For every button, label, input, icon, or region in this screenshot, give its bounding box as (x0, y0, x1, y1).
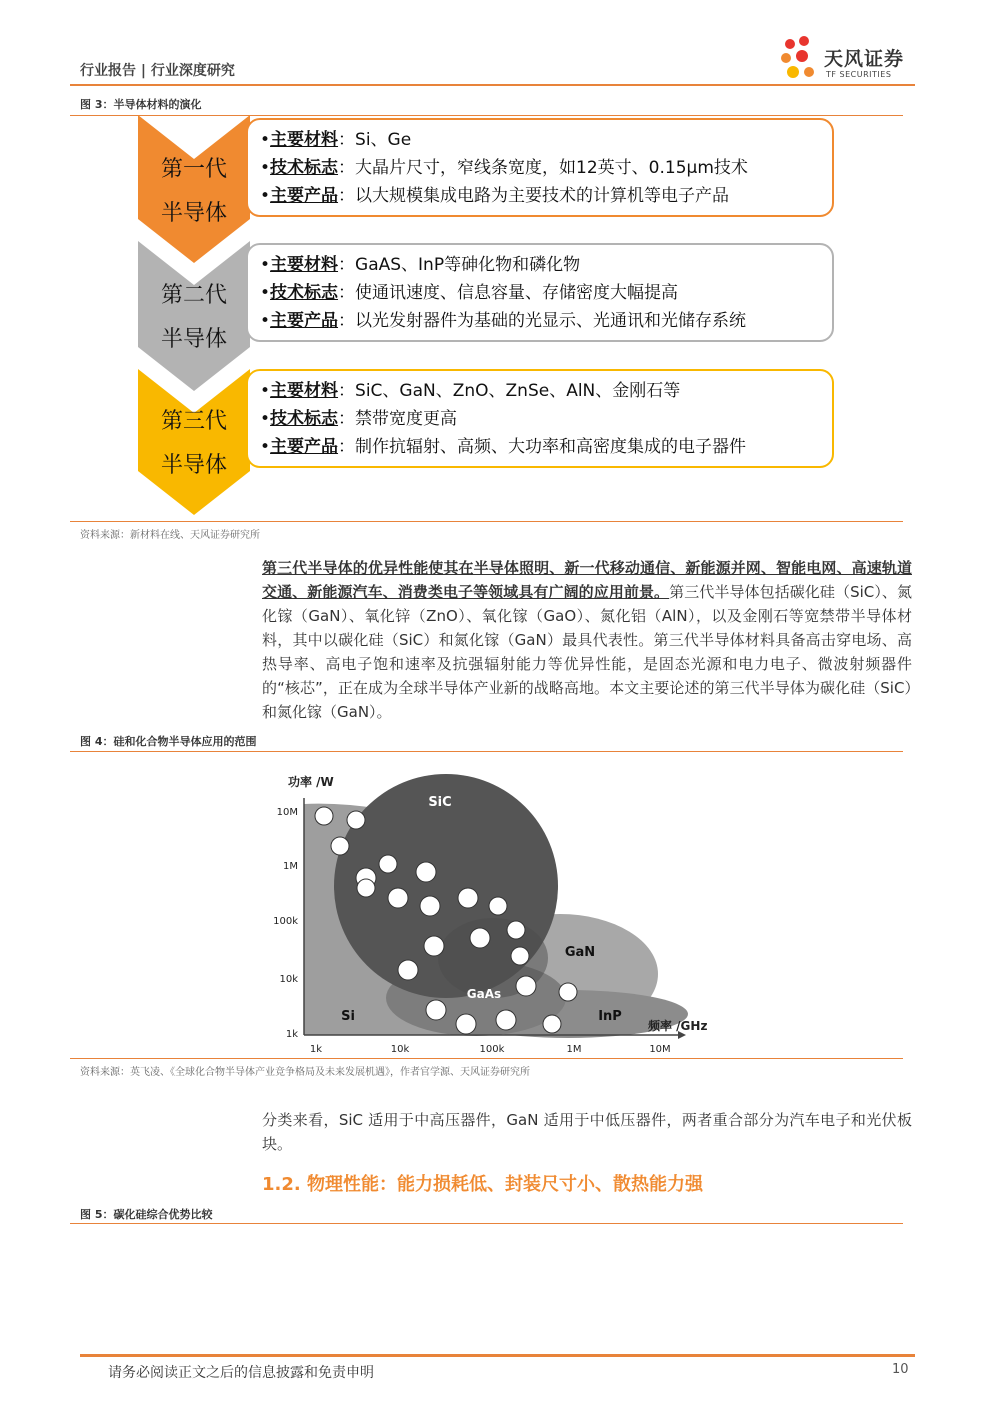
footer-disclaimer: 请务必阅读正文之后的信息披露和免责申明 (108, 1365, 374, 1381)
gen3-name: 第三代 半导体 (160, 409, 227, 478)
gen2-row: •主要材料：GaAS、InP等砷化物和磷化物 (260, 255, 581, 275)
gen3-box (246, 369, 834, 468)
paragraph-classification: 分类来看，SiC 适用于中高压器件，GaN 适用于中低压器件，两者重合部分为汽车电子和光伏板块。 (262, 1111, 912, 1153)
gen2-name: 第二代 半导体 (160, 283, 227, 352)
y-tick: 1M (283, 861, 298, 872)
figure4-rule (70, 751, 903, 752)
gen1-row: •主要材料：Si、Ge (260, 130, 412, 150)
gen1-row: •技术标志：大晶片尺寸，窄线条宽度，如12英寸、0.15μm技术 (260, 158, 748, 178)
figure4-title: 图 4：硅和化合物半导体应用的范围 (80, 735, 257, 748)
y-tick: 1k (285, 1029, 298, 1040)
paragraph-applications (262, 556, 912, 724)
gen2-box (246, 243, 834, 342)
figure4-bottom-rule (70, 1058, 903, 1059)
gen2-row: •技术标志：使通讯速度、信息容量、存储密度大幅提高 (260, 283, 679, 303)
report-type: 行业报告 | 行业深度研究 (80, 63, 235, 79)
y-tick: 100k (273, 916, 298, 927)
semiconductor-range-chart (268, 768, 728, 1058)
x-tick: 10M (649, 1044, 671, 1055)
gen1-name: 第一代 半导体 (160, 157, 227, 226)
brand-sub: TF SECURITIES (826, 70, 892, 79)
gen2-row: •主要产品：以光发射器件为基础的光显示、光通讯和光储存系统 (260, 311, 747, 331)
brand-name: 天风证券 (824, 48, 905, 70)
x-axis-label: 频率 /GHz (648, 1019, 708, 1033)
header-rule (70, 84, 915, 86)
figure3-bottom-rule (70, 521, 903, 522)
label-si: Si (341, 1009, 355, 1024)
paragraph-lead: 第三代半导体的优异性能使其在半导体照明、新一代移动通信、新能源并网、智能电网、高速轨道交通、新能源汽车、消费类电子等领域具有广阔的应用前景。 (262, 559, 912, 601)
gen1-box (246, 118, 834, 217)
figure4-source: 资料来源：英飞凌、《全球化合物半导体产业竞争格局及未来发展机遇》，作者官学源、天风证券研究所 (80, 1067, 530, 1078)
x-tick: 1M (566, 1044, 582, 1055)
gen3-row: •技术标志：禁带宽度更高 (260, 409, 458, 429)
y-tick: 10M (276, 807, 298, 818)
y-tick: 10k (279, 974, 298, 985)
label-sic: SiC (428, 795, 452, 810)
figure5-title: 图 5：碳化硅综合优势比较 (80, 1208, 213, 1221)
page-number: 10 (892, 1362, 909, 1377)
figure3-title: 图 3：半导体材料的演化 (80, 98, 202, 111)
gen1-row: •主要产品：以大规模集成电路为主要技术的计算机等电子产品 (260, 186, 730, 206)
footer-rule (80, 1354, 915, 1357)
label-gaas: GaAs (466, 987, 502, 1001)
x-tick: 10k (390, 1044, 410, 1055)
section-heading: 1.2. 物理性能：能力损耗低、封装尺寸小、散热能力强 (262, 1174, 703, 1195)
x-tick: 1k (309, 1044, 323, 1055)
paragraph-rest: 第三代半导体包括碳化硅（SiC）、氮化镓（GaN）、氧化锌（ZnO）、氧化镓（GaO）、氮化铝（AlN），以及金刚石等宽禁带半导体材料，其中以碳化硅（SiC）和氮化镓（GaN）最具代表性。第三代半导体材料具备高击穿电场、高热导率、高电子饱和速率及抗强辐射能力等优异性能，是固态光源和电力电子、微波射频器件的“核芯”，正在成为全球半导体产业新的战略高地。本文主要论述的第三代半导体为碳化硅（SiC）和氮化镓（GaN）。 (262, 583, 912, 721)
brand-logo (780, 36, 920, 84)
figure5-rule (70, 1223, 903, 1224)
y-axis-label: 功率 /W (288, 775, 334, 789)
x-tick: 100k (479, 1044, 505, 1055)
label-inp: InP (598, 1009, 622, 1024)
figure3-source: 资料来源：新材料在线、天风证券研究所 (80, 530, 260, 541)
gen3-row: •主要产品：制作抗辐射、高频、大功率和高密度集成的电子器件 (260, 437, 747, 457)
gen3-row: •主要材料：SiC、GaN、ZnO、ZnSe、AlN、金刚石等 (260, 381, 681, 401)
label-gan: GaN (564, 945, 596, 960)
